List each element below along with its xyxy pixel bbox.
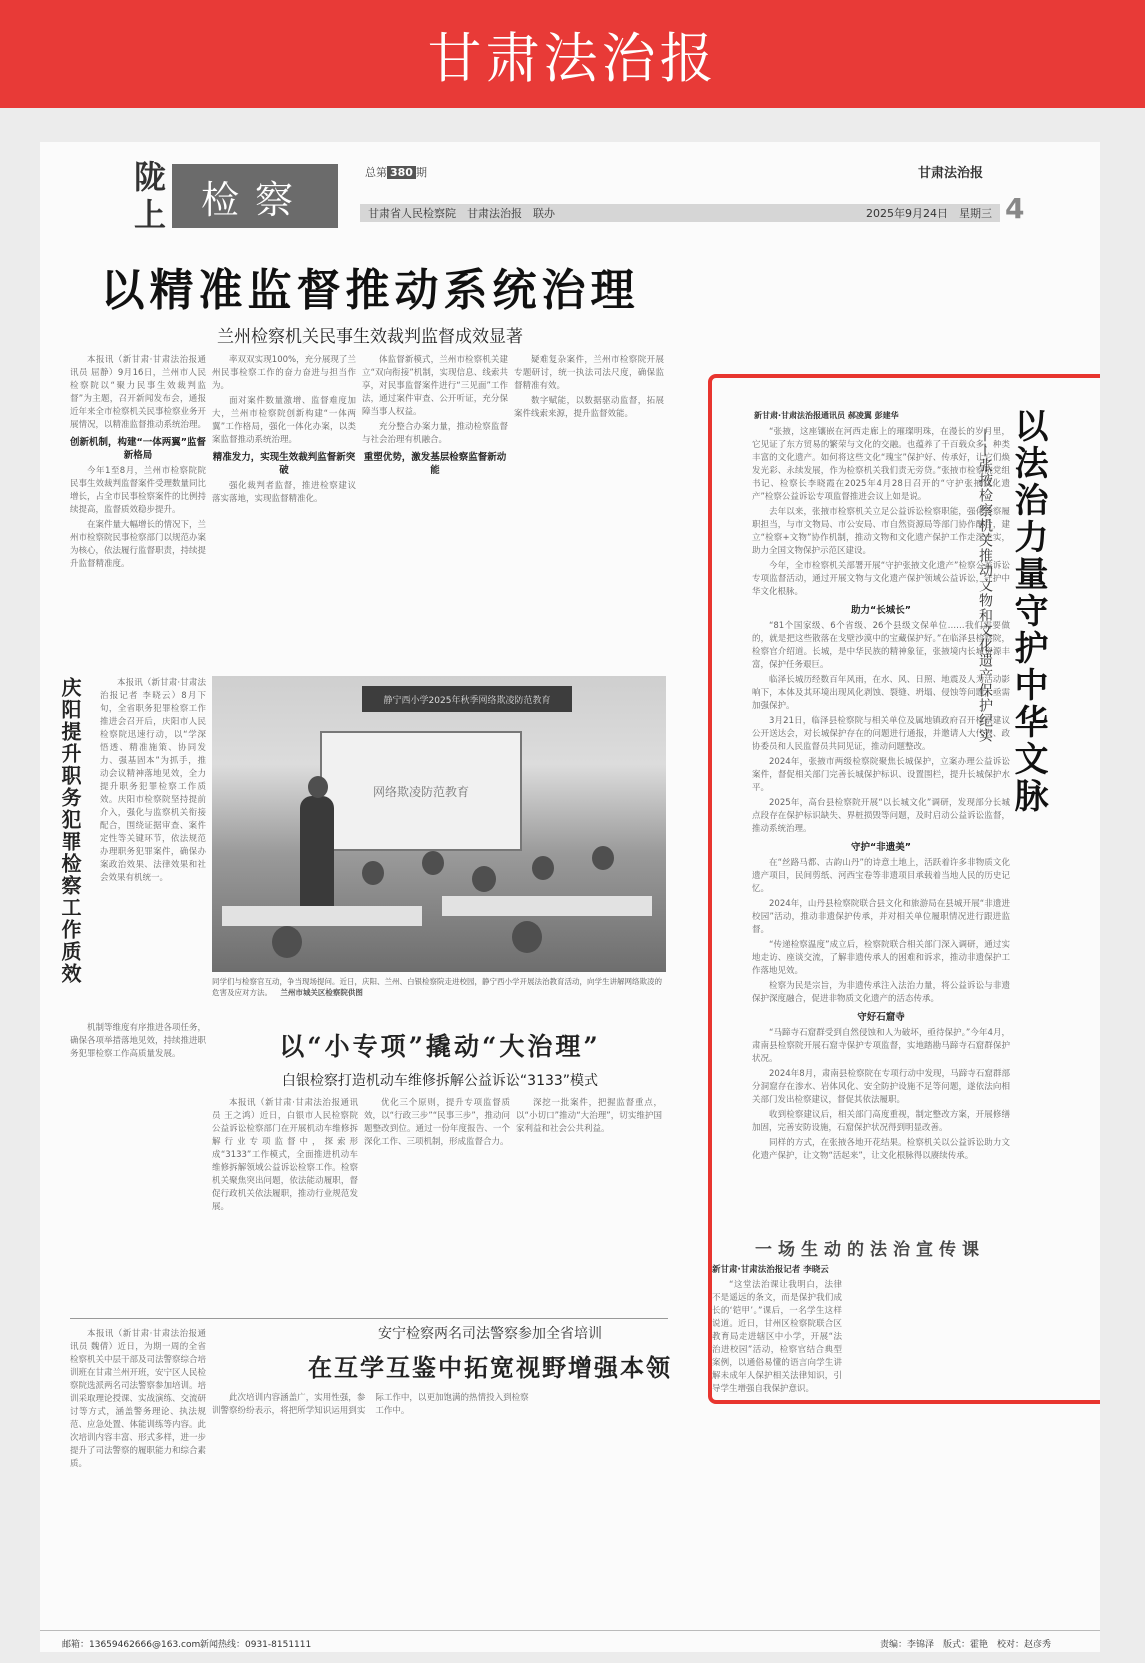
lead-column-2	[212, 354, 356, 672]
bottom-right-heading[interactable]: 一场生动的法治宣传课	[755, 1240, 985, 1260]
student-head	[532, 856, 554, 880]
app-title: 甘肃法治报	[427, 26, 718, 90]
student-head	[272, 926, 302, 958]
newspaper-page[interactable]	[40, 142, 1100, 1652]
box-paragraph: “传递检察温度”成立后，检察院联合相关部门深入调研，通过实地走访、座谈交流，了解非遗传承人的困难和诉求，推动非遗保护工作落地见效。	[752, 940, 1010, 976]
box-paragraph: “81个国家级、6个省级、26个县级文保单位……我们需要做的，就是把这些散落在戈壁沙漠中的宝藏保护好。”在临泽县检察院，检察官介绍道。长城，是中华民族的精神象征，张掖境内长城资源丰富，保护任务艰巨。	[752, 621, 1010, 670]
lead-column-1	[70, 354, 206, 672]
box-paragraph: 去年以来，张掖市检察机关立足公益诉讼检察职能，强化检察履职担当，与市文物局、市公安局、市自然资源局等部门协作配合，建立“检察+文物”协作机制，推动文物和文化遗产保护工作走深走实，助力全国文物保护示范区建设。	[752, 507, 1010, 556]
lead-article-subtitle: 兰州检察机关民事生效裁判监督成效显著	[217, 327, 523, 347]
box-paragraph: 2024年，山丹县检察院联合县文化和旅游局在县城开展“非遗进校园”活动，推动非遗保护传承，并对相关单位履职情况进行跟进监督。	[752, 899, 1010, 935]
mid-article-subtitle: 白银检察打造机动车维修拆解公益诉讼“3133”模式	[281, 1073, 599, 1089]
box-section-heading: 助力“长城长”	[851, 605, 911, 616]
side-article-body-2: 机制等维度有序推进各项任务，确保各项举措落地见效，持续推进职务犯罪检察工作高质量发展。	[70, 1023, 206, 1059]
box-paragraph: 2025年，高台县检察院开展“以长城文化”调研，发现部分长城点段存在保护标识缺失、界桩损毁等问题，及时启动公益诉讼监督，推动系统治理。	[752, 798, 1010, 834]
side-article-column-2	[70, 1022, 206, 1322]
bottom-article-title[interactable]: 在互学互鉴中拓宽视野增强本领	[308, 1353, 672, 1382]
mid-column-2	[364, 1097, 510, 1312]
mid-article-body-2: 优化三个原则，提升专项监督质效，以“行政三步”“民事三步”，推动问题整改到位。通过一份年度报告、一个深化工作、三项机制，形成监督合力。	[364, 1098, 510, 1147]
box-subtitle: ——张掖检察机关推动文物和文化遗产保护纪实	[977, 428, 993, 743]
lead-paragraph: 率双双实现100%，充分展现了兰州民事检察工作的奋力奋进与担当作为。	[212, 355, 356, 391]
issue-number: 总第 380 期	[365, 166, 427, 179]
box-paragraph: 在“丝路马都、古韵山丹”的诗意土地上，活跃着许多非物质文化遗产项目，民间剪纸、河西宝卷等非遗项目承载着当地人民的历史记忆。	[752, 858, 1010, 894]
box-byline: 新甘肃·甘肃法治报通讯员 郝凌翼 彭建华	[754, 411, 899, 420]
box-paragraph: 3月21日，临泽县检察院与相关单位及属地镇政府召开检察建议公开送达会，对长城保护存在的问题进行通报，并邀请人大代表、政协委员和人民监督员共同见证，推动问题整改。	[752, 716, 1010, 752]
photo-screen: 网络欺凌防范教育	[320, 731, 522, 851]
box-title: 以法治力量守护中华文脉	[1008, 408, 1048, 815]
info-bar	[360, 204, 1000, 222]
box-paragraph: 2024年，张掖市两级检察院聚焦长城保护，立案办理公益诉讼案件，督促相关部门完善长城保护标识、设置围栏，提升长城保护水平。	[752, 757, 1010, 793]
sponsors-text: 甘肃省人民检察院 甘肃法治报 联办	[368, 207, 555, 220]
box-article-body	[752, 426, 1010, 1386]
bottom-column-1	[70, 1328, 206, 1624]
page-footer	[40, 1630, 1100, 1652]
bottom-right-body: “这堂法治课让我明白，法律不是遥远的条文，而是保护我们成长的‘铠甲’。”课后，一名学生这样说道。近日，甘州区检察院联合区教育局走进辖区中小学，开展“法治进校园”活动，检察官结合典型案例，以通俗易懂的语言向学生讲解未成年人保护相关法律知识，引导学生增强自我保护意识。	[712, 1280, 842, 1394]
lead-column-4	[514, 354, 664, 672]
mid-column-1	[212, 1097, 358, 1312]
box-paragraph: 2024年8月，肃南县检察院在专项行动中发现，马蹄寺石窟群部分洞窟存在渗水、岩体风化、安全防护设施不足等问题，遂依法向相关部门发出检察建议，督促其依法履职。	[752, 1069, 1010, 1105]
lead-paragraph: 充分整合办案力量，推动检察监督与社会治理有机融合。	[362, 422, 508, 445]
footer-editors: 责编：李锦泽 版式：霍艳 校对：赵彦秀	[880, 1640, 1052, 1650]
classroom-photo[interactable]	[212, 676, 666, 972]
box-section-heading: 守护“非遗美”	[851, 842, 911, 853]
box-paragraph: “张掖，这座镶嵌在河西走廊上的璀璨明珠，在漫长的岁月里，它见证了东方贸易的繁荣与文化的交融。也蕴养了千百载众多、种类丰富的文化遗产。如何将这些文化“瑰宝”保护好、传承好，让它们焕发光彩、永续发展，作为检察机关我们责无旁贷。”张掖市检察院党组书记、检察长李晓霞在2025年4月28日召开的“守护张掖文化遗产”检察公益诉讼专项监督推进会议上如是说。	[752, 427, 1010, 502]
mid-article-body-3: 深挖一批案件，把握监督重点，以“小切口”推动“大治理”，切实维护国家利益和社会公共利益。	[516, 1098, 662, 1134]
date-text: 2025年9月24日 星期三	[866, 207, 992, 220]
presenter-figure	[300, 796, 334, 906]
box-paragraph: 检察为民是宗旨，为非遗传承注入法治力量，将公益诉讼与非遗保护深度融合，促进非物质文化遗产的活态传承。	[752, 981, 1010, 1004]
student-head	[422, 851, 444, 875]
box-paragraph: 今年，全市检察机关部署开展“守护张掖文化遗产”检察公益诉讼专项监督活动，通过开展文物与文化遗产保护领域公益诉讼，守护中华文化根脉。	[752, 561, 1010, 597]
highlighted-article[interactable]	[708, 374, 1100, 1404]
box-paragraph: 收到检察建议后，相关部门高度重视，制定整改方案，开展修缮加固，完善安防设施，石窟保护状况得到明显改善。	[752, 1110, 1010, 1133]
mid-article-body: 本报讯（新甘肃·甘肃法治报通讯员 王之鸿）近日，白银市人民检察院公益诉讼检察部门在开展机动车维修拆解行业专项监督中，探索形成“3133”工作模式，全面推进机动车维修拆解领域公益诉讼检察工作。检察机关聚焦突出问题，依法能动履职，督促行政机关依法履职，推动行业规范发展。	[212, 1098, 358, 1212]
student-head	[512, 921, 542, 953]
photo-credit: 兰州市城关区检察院供图	[280, 988, 363, 997]
desk	[222, 906, 422, 926]
box-paragraph: 临泽长城历经数百年风雨，在水、风、日照、地震及人为活动影响下，本体及其环境出现风化剥蚀、裂缝、坍塌、侵蚀等问题，亟需加强保护。	[752, 675, 1010, 711]
lead-heading: 创新机制，构建“一体两翼”监督新格局	[70, 437, 206, 461]
bottom-right-byline: 新甘肃·甘肃法治报记者 李晓云	[712, 1265, 829, 1275]
mid-column-3	[516, 1097, 662, 1312]
lead-paragraph: 面对案件数量激增、监督难度加大，兰州市检察院创新构建“一体两翼”工作格局，强化一体化办案，以类案监督推动系统治理。	[212, 396, 356, 445]
photo-caption	[212, 976, 666, 998]
bottom-article-body-2: 此次培训内容涵盖广，实用性强，参训警察纷纷表示，将把所学知识运用到实际工作中，以更加饱满的热情投入到检察工作中。	[212, 1393, 529, 1416]
presenter-head	[308, 776, 328, 798]
lead-paragraph: 疑难复杂案件，兰州市检察院开展专题研讨，统一执法司法尺度，确保监督精准有效。	[514, 355, 664, 391]
lead-paragraph: 在案件量大幅增长的情况下，兰州市检察院民事检察部门以规范办案为核心，依法履行监督职责，持续提升监督精准度。	[70, 520, 206, 569]
lead-paragraph: 数字赋能，以数据驱动监督，拓展案件线索来源，提升监督效能。	[514, 396, 664, 419]
paper-logo: 甘肃法治报	[918, 166, 984, 181]
bottom-article-supertitle: 安宁检察两名司法警察参加全省培训	[378, 1326, 602, 1342]
mid-article-title[interactable]: 以“小专项”撬动“大治理”	[279, 1032, 601, 1061]
photo-caption-text: 同学们与检察官互动，争当现场提问。近日，庆阳、兰州、白银检察院走进校园，静宁西小学开展法治教育活动，向学生讲解网络欺凌的危害及应对方法。	[212, 977, 662, 997]
section-prefix: 陇上	[129, 160, 167, 236]
footer-hotline: 新闻热线：0931-8151111	[200, 1640, 312, 1650]
section-name: 检察	[172, 164, 338, 228]
lead-paragraph: 今年1至8月，兰州市检察院院民事生效裁判监督案件受理数量同比增长，占全市民事检察案件的比例持续提高，监督质效稳步提升。	[70, 466, 206, 515]
box-paragraph: 同样的方式，在张掖各地开花结果。检察机关以公益诉讼助力文化遗产保护，让文物“活起来”，让文化根脉得以赓续传承。	[752, 1138, 1010, 1161]
lead-column-3	[362, 354, 508, 672]
lead-heading: 重塑优势，激发基层检察监督新动能	[363, 452, 507, 476]
student-head	[362, 861, 384, 885]
bottom-article-body: 本报讯（新甘肃·甘肃法治报通讯员 魏倩）近日，为期一周的全省检察机关中层干部及司法警察综合培训班在甘肃兰州开班，安宁区人民检察院选派两名司法警察参加培训。培训采取理论授课、实战演练、交流研讨等方式，涵盖警务理论、执法规范、应急处置、体能训练等内容。此次培训内容丰富、形式多样，进一步提升了司法警察的履职能力和综合素质。	[70, 1329, 206, 1469]
bottom-columns	[212, 1392, 692, 1624]
lead-paragraph: 体监督新模式，兰州市检察机关建立“双向衔接”机制，实现信息、线索共享，对民事监督案件进行“三见面”工作法，通过案件审查、公开听证，充分保障当事人权益。	[362, 355, 508, 417]
side-article-title[interactable]: 庆阳提升职务犯罪检察工作质效	[58, 677, 82, 985]
side-article-body: 本报讯（新甘肃·甘肃法治报记者 李晓云）8月下旬，全省职务犯罪检察工作推进会召开后，庆阳市人民检察院迅速行动，以“学深悟透、精准施策、协同发力、强基固本”为抓手，推动会议精神落地见效，全力提升职务犯罪检察工作质效。庆阳市检察院坚持提前介入，强化与监察机关衔接配合，围绕证据审查、案件定性等关键环节，依法规范办理职务犯罪案件，确保办案政治效果、法律效果和社会效果有机统一。	[100, 678, 206, 883]
app-header	[0, 0, 1145, 108]
box-paragraph: “马蹄寺石窟群受到自然侵蚀和人为破坏，亟待保护。”今年4月，肃南县检察院开展石窟寺保护专项监督，实地踏勘马蹄寺石窟群保护状况。	[752, 1028, 1010, 1064]
lead-heading: 精准发力，实现生效裁判监督新突破	[212, 452, 356, 476]
lead-article-title[interactable]: 以精准监督推动系统治理	[100, 265, 640, 316]
section-divider	[70, 1318, 668, 1319]
side-article-column	[100, 677, 206, 1017]
issue-number-value: 380	[387, 166, 416, 179]
student-head	[472, 866, 496, 892]
photo-banner: 静宁西小学2025年秋季网络欺凌防范教育	[362, 686, 572, 712]
footer-email: 邮箱：13659462666@163.com	[62, 1640, 201, 1650]
box-section-heading: 守好石窟寺	[857, 1012, 905, 1023]
student-head	[592, 846, 614, 870]
page-number: 4	[1005, 192, 1025, 225]
lead-paragraph: 本报讯（新甘肃·甘肃法治报通讯员 屈静）9月16日，兰州市人民检察院以“聚力民事生效裁判监督”为主题，召开新闻发布会，通报近年来全市检察机关民事检察业务开展情况，以精准监督推动系统治理。	[70, 355, 206, 430]
lead-paragraph: 强化裁判者监督，推进检察建议落实落地，实现监督精准化。	[212, 481, 356, 504]
desk	[442, 896, 652, 916]
